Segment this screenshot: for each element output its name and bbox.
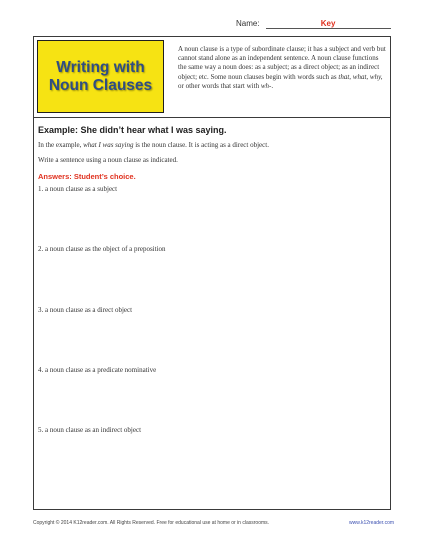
name-label: Name: [236,19,260,28]
name-value: Key [320,19,336,28]
prompt-item-4: 4. a noun clause as a predicate nominative [38,366,157,374]
prompt-item-3: 3. a noun clause as a direct object [38,306,133,314]
example-heading: Example: She didn’t hear what I was saying. [38,125,227,135]
intro-text-2: or other words that start with [178,81,261,90]
answers-label: Answers: Student’s choice. [38,172,136,181]
example-clause: what I was saying [83,141,134,149]
intro-text-3: . [271,81,274,90]
intro-paragraph [178,45,386,91]
footer-website-link[interactable]: www.k12reader.com [349,520,395,526]
example-explanation [38,141,269,149]
name-field[interactable] [266,20,391,29]
title-line-2: Noun Clauses [48,76,153,94]
example-expl-prefix: In the example, [38,141,84,149]
intro-wh: wh- [260,81,272,90]
footer-copyright: Copyright © 2014 K12reader.com. All Rights Reserved. Free for educational use at home or in classrooms. [33,520,270,526]
name-line [236,19,391,29]
example-expl-suffix: is the noun clause. It is acting as a direct object. [133,141,269,149]
prompt-item-5: 5. a noun clause as an indirect object [38,426,142,434]
intro-keywords: that, what, why, [338,72,383,81]
prompt-item-2: 2. a noun clause as the object of a preposition [38,245,166,253]
instruction-text: Write a sentence using a noun clause as indicated. [38,156,178,164]
section-divider [33,117,391,118]
title-line-1: Writing with [56,58,145,76]
title-box [37,40,164,113]
prompt-item-1: 1. a noun clause as a subject [38,185,118,193]
intro-text-1: A noun clause is a type of subordinate clause; it has a subject and verb but cannot stand alone as an independent sentence. A noun clause functions the same way a noun does: as a subject; as a direct object; as an indirect object; etc. Some noun clauses begin with words such as [178,45,386,81]
